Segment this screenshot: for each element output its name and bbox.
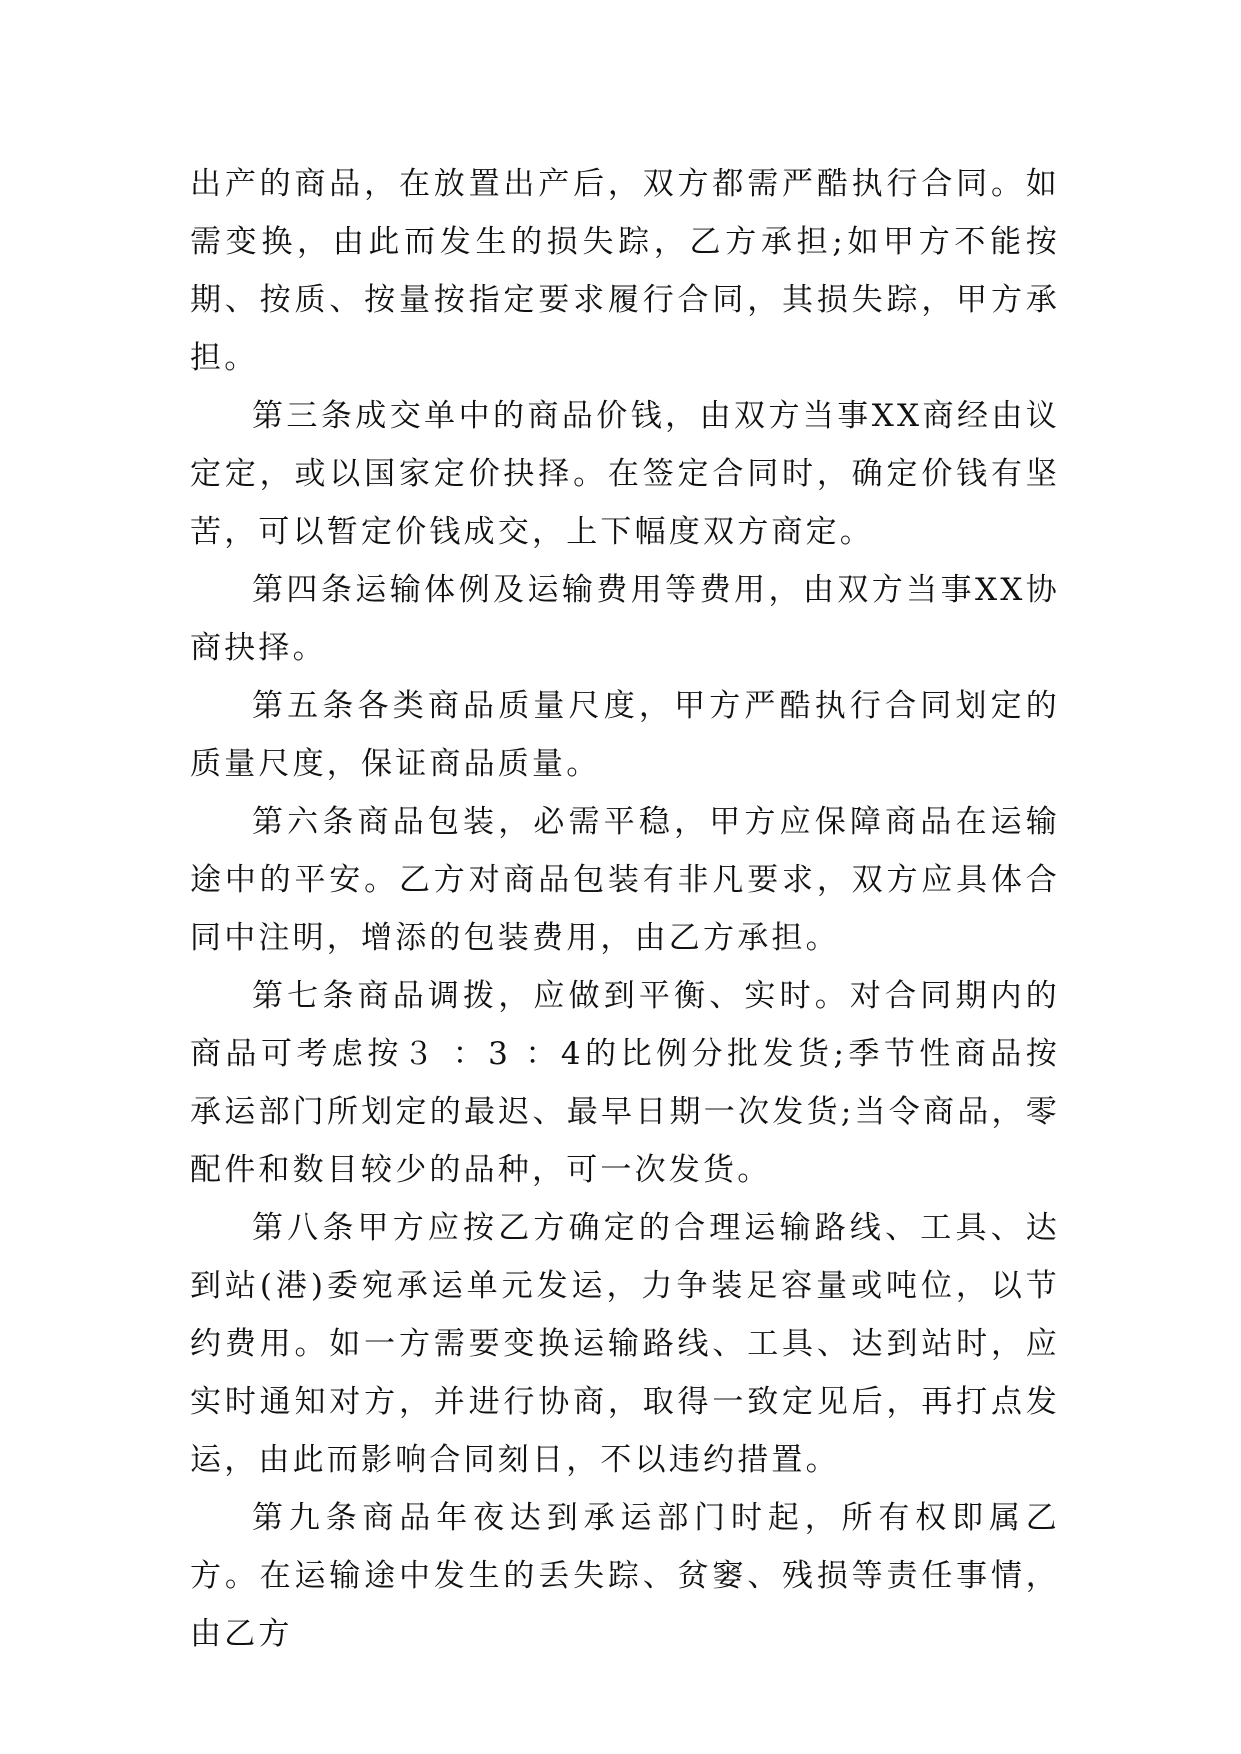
paragraph-continuation: 出产的商品，在放置出产后，双方都需严酷执行合同。如需变换，由此而发生的损失踪，乙方承担;如甲方不能按期、按质、按量按指定要求履行合同，其损失踪，甲方承担。 [190,166,1060,376]
paragraph-article-5: 第五条各类商品质量尺度，甲方严酷执行合同划定的质量尺度，保证商品质量。 [190,688,1060,782]
paragraph-article-4: 第四条运输体例及运输费用等费用，由双方当事XX协商抉择。 [190,572,1060,666]
paragraph-article-6: 第六条商品包装，必需平稳，甲方应保障商品在运输途中的平安。乙方对商品包装有非凡要求，双方应具体合同中注明，增添的包装费用，由乙方承担。 [190,804,1060,956]
document-body [190,155,1060,1663]
paragraph-article-8: 第八条甲方应按乙方确定的合理运输路线、工具、达到站(港)委宛承运单元发运，力争装足容量或吨位，以节约费用。如一方需要变换运输路线、工具、达到站时，应实时通知对方，并进行协商，取得一致定见后，再打点发运，由此而影响合同刻日，不以违约措置。 [190,1210,1060,1478]
paragraph-article-9: 第九条商品年夜达到承运部门时起，所有权即属乙方。在运输途中发生的丢失踪、贫窭、残损等责任事情，由乙方 [190,1500,1060,1652]
paragraph-article-3: 第三条成交单中的商品价钱，由双方当事XX商经由议定定，或以国家定价抉择。在签定合同时，确定价钱有坚苦，可以暂定价钱成交，上下幅度双方商定。 [190,398,1060,550]
paragraph-article-7: 第七条商品调拨，应做到平衡、实时。对合同期内的商品可考虑按３ ：3 ：4的比例分批发货;季节性商品按承运部门所划定的最迟、最早日期一次发货;当令商品，零配件和数目较少的品种，可一次发货。 [190,978,1060,1188]
